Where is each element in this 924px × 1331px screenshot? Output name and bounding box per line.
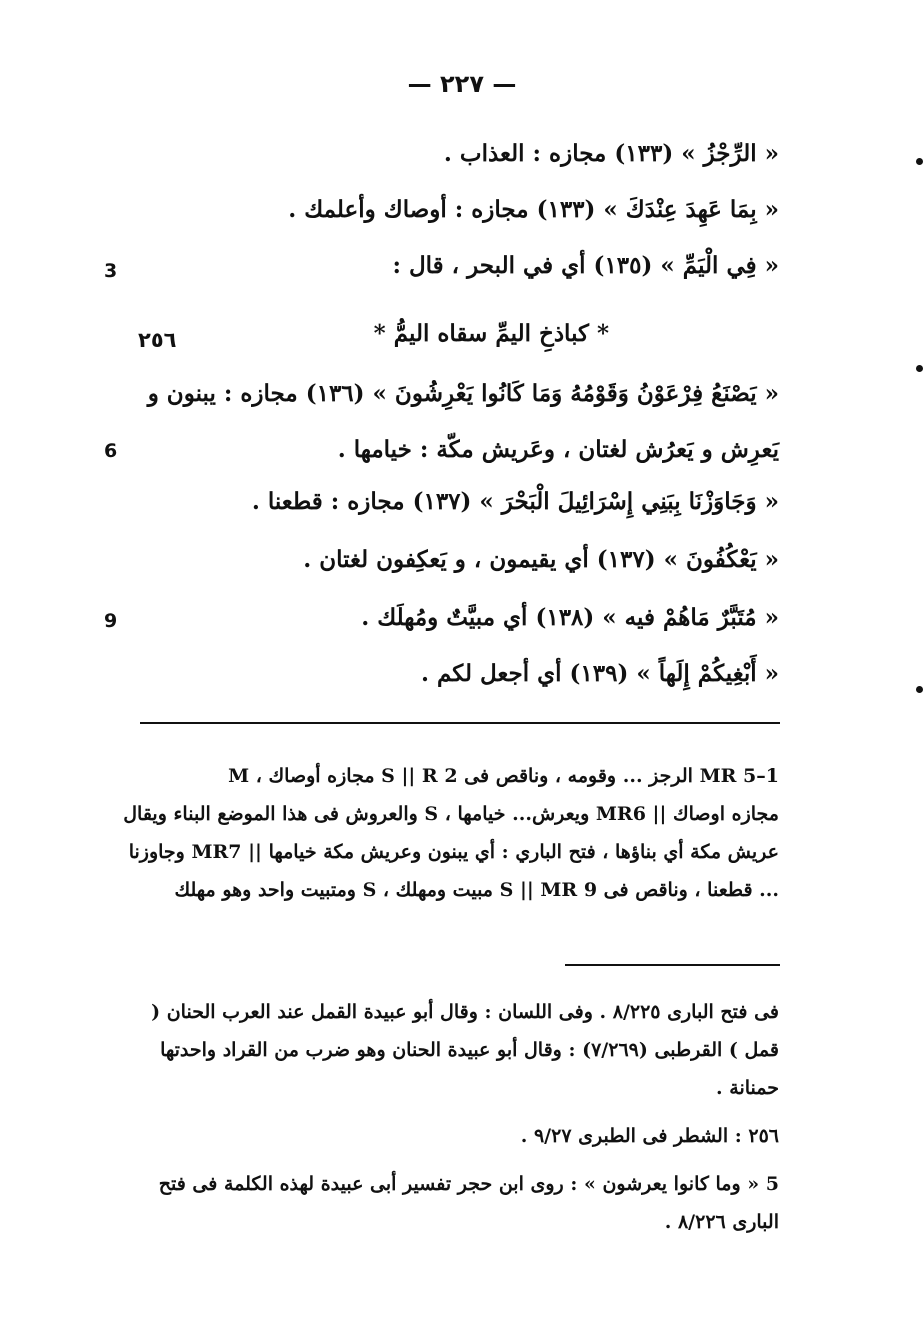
apparatus-line: مجازه اوصاك || MR6 ويعرش... خيامها ، S والعروش فى هذا الموضع البناء ويقال (123, 803, 779, 825)
entry-line: « وَجَاوَزْنَا بِبَنِي إِسْرَائِيلَ الْبَحْرَ » (١٣٧) مجازه : قطعنا . (251, 488, 779, 515)
entry-line: « فِي الْيَمِّ » (١٣٥) أي في البحر ، قال : (392, 252, 779, 279)
footnote: ٢٥٦ : الشطر فى الطبرى ٩/٢٧ . (520, 1125, 779, 1147)
margin-dot (916, 158, 923, 165)
footnote: فى فتح البارى ٨/٢٢٥ . وفى اللسان : وقال أبو عبيدة القمل عند العرب الحنان ( قمل ) القرطبى (٧/٢٦٩) : وقال أبو عبيدة الحنان وهو ضرب من القراد واحدتها حمنانة . (151, 1001, 779, 1099)
verse-number: ٢٥٦ (138, 328, 177, 352)
entry-line: « بِمَا عَهِدَ عِنْدَكَ » (١٣٣) مجازه : أوصاك وأعلمك . (288, 196, 779, 223)
apparatus-line: ... قطعنا ، وناقص فى S || MR 9 مبيت ومهلك ، S ومتبيت واحد وهو مهلك (174, 879, 779, 901)
page-number: — ٢٢٧ — (407, 70, 517, 98)
entry-line: « أَبْغِيكُمْ إِلَهاً » (١٣٩) أي أجعل لكم . (420, 660, 779, 687)
margin-line-number: 6 (104, 440, 118, 462)
margin-line-number: 9 (104, 610, 118, 632)
footnotes (134, 993, 779, 1251)
apparatus-line: عريش مكة أي بناؤها ، فتح الباري : أي يبنون وعريش مكة خيامها || MR7 وجاوزنا (128, 841, 779, 863)
apparatus-line: 1–5 MR الرجز ... وقومه ، وناقص فى S || R 2 مجازه أوصاك ، M (228, 765, 779, 787)
footnote-divider (140, 722, 780, 724)
margin-line-number: 3 (104, 260, 118, 282)
footnote: 5 « وما كانوا يعرشون » : روى ابن حجر تفسير أبى عبيدة لهذه الكلمة فى فتح البارى ٨/٢٢٦ . (158, 1173, 779, 1233)
footnote-divider-short (565, 964, 780, 966)
margin-dot (916, 365, 923, 372)
entry-line: « الرِّجْزُ » (١٣٣) مجازه : العذاب . (443, 140, 779, 167)
entry-paragraph: « يَصْنَعُ فِرْعَوْنُ وَقَوْمُهُ وَمَا كَانُوا يَعْرِشُونَ » (١٣٦) مجازه : يبنون و يَعرِش و يَعرُش لغتان ، وعَريش مكّة : خيامها . (147, 380, 779, 463)
critical-apparatus (123, 757, 779, 909)
entry-line: « يَعْكُفُونَ » (١٣٧) أي يقيمون ، و يَعكِفون لغتان . (303, 546, 779, 573)
verse-line: * كباذخِ اليمِّ سقاه اليمُّ * (373, 320, 609, 347)
entry-line: « مُتَبَّرٌ مَاهُمْ فيه » (١٣٨) أي مبيَّتٌ ومُهلَك . (361, 604, 779, 631)
margin-dot (916, 686, 923, 693)
